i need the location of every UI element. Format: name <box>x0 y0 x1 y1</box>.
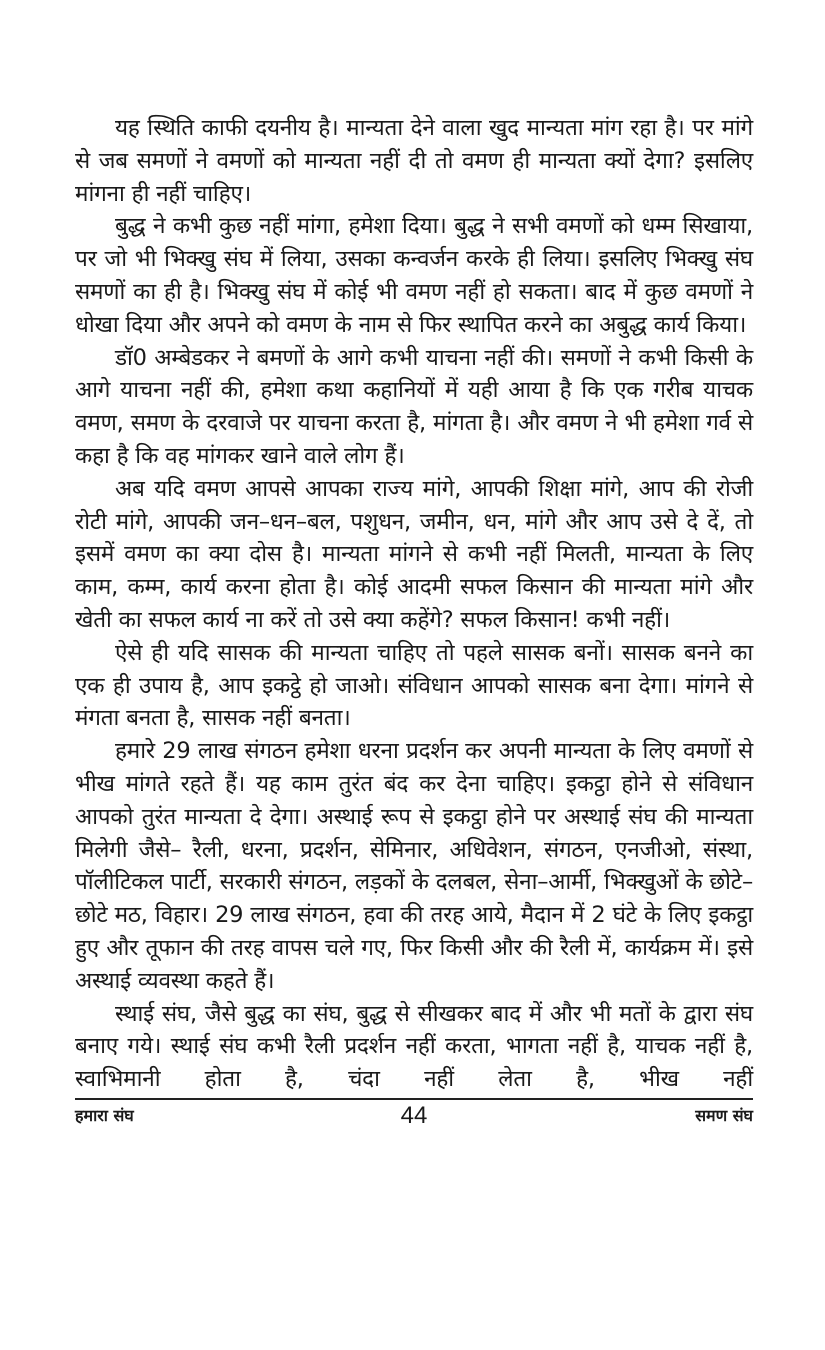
footer-chapter-title: समण संघ <box>695 1105 753 1125</box>
paragraph-7: स्थाई संघ, जैसे बुद्ध का संघ, बुद्ध से सीखकर बाद में और भी मतों के द्वारा संघ बनाए गये। स्थाई संघ कभी रैली प्रदर्शन नहीं करता, भागता नहीं है, याचक नहीं है, स्वाभिमानी होता है, चंदा नहीं लेता है, भीख नहीं <box>75 1000 753 1093</box>
page-number: 44 <box>400 1101 428 1129</box>
paragraph-6: हमारे 29 लाख संगठन हमेशा धरना प्रदर्शन कर अपनी मान्यता के लिए वमणों से भीख मांगते रहते हैं। यह काम तुरंत बंद कर देना चाहिए। इकट्ठा होने से संविधान आपको तुरंत मान्यता दे देगा। अस्थाई रूप से इकट्ठा होने पर अस्थाई संघ की मान्यता मिलेगी जैसे– रैली, धरना, प्रदर्शन, सेमिनार, अधिवेशन, संगठन, एनजीओ, संस्था, पॉलीटिकल पार्टी, सरकारी संगठन, लड़कों के दलबल, सेना–आर्मी, भिक्खुओं के छोटे–छोटे मठ, विहार। 29 लाख संगठन, हवा की तरह आये, मैदान में 2 घंटे के लिए इकट्ठा हुए और तूफान की तरह वापस चले गए, फिर किसी और की रैली में, कार्यक्रम में। इसे अस्थाई व्यवस्था कहते हैं। <box>75 738 753 994</box>
paragraph-2: बुद्ध ने कभी कुछ नहीं मांगा, हमेशा दिया। बुद्ध ने सभी वमणों को धम्म सिखाया, पर जो भी भिक्खु संघ में लिया, उसका कन्वर्जन करके ही लिया। इसलिए भिक्खु संघ समणों का ही है। भिक्खु संघ में कोई भी वमण नहीं हो सकता। बाद में कुछ वमणों ने धोखा दिया और अपने को वमण के नाम से फिर स्थापित करने का अबुद्ध कार्य किया। <box>75 213 753 338</box>
paragraph-4: अब यदि वमण आपसे आपका राज्य मांगे, आपकी शिक्षा मांगे, आप की रोजी रोटी मांगे, आपकी जन–धन–बल, पशुधन, जमीन, धन, मांगे और आप उसे दे दें, तो इसमें वमण का क्या दोस है। मान्यता मांगने से कभी नहीं मिलती, मान्यता के लिए काम, कम्म, कार्य करना होता है। कोई आदमी सफल किसान की मान्यता मांगे और खेती का सफल कार्य ना करें तो उसे क्या कहेंगे? सफल किसान! कभी नहीं। <box>75 475 753 633</box>
footer-book-title: हमारा संघ <box>75 1105 134 1125</box>
page-body <box>75 112 753 1096</box>
paragraph-3: डॉ0 अम्बेडकर ने बमणों के आगे कभी याचना नहीं की। समणों ने कभी किसी के आगे याचना नहीं की, हमेशा कथा कहानियों में यही आया है कि एक गरीब याचक वमण, समण के दरवाजे पर याचना करता है, मांगता है। और वमण ने भी हमेशा गर्व से कहा है कि वह मांगकर खाने वाले लोग हैं। <box>75 344 753 469</box>
page-footer <box>75 1102 753 1132</box>
paragraph-1: यह स्थिति काफी दयनीय है। मान्यता देने वाला खुद मान्यता मांग रहा है। पर मांगे से जब समणों ने वमणों को मान्यता नहीं दी तो वमण ही मान्यता क्यों देगा? इसलिए मांगना ही नहीं चाहिए। <box>75 115 753 207</box>
book-page <box>75 112 753 1132</box>
paragraph-5: ऐसे ही यदि सासक की मान्यता चाहिए तो पहले सासक बनों। सासक बनने का एक ही उपाय है, आप इकट्ठे हो जाओ। संविधान आपको सासक बना देगा। मांगने से मंगता बनता है, सासक नहीं बनता। <box>75 639 753 732</box>
footer-divider <box>75 1098 753 1100</box>
